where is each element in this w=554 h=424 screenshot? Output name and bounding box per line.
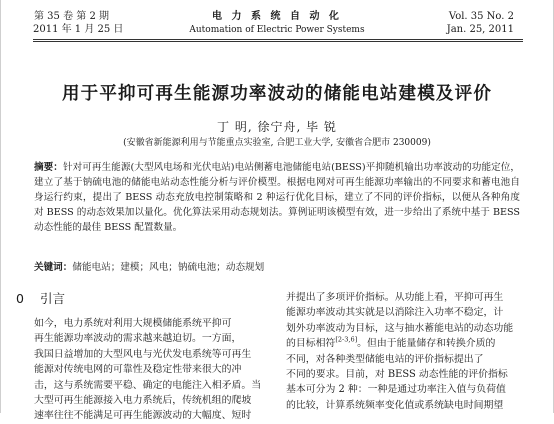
- text-line: 如今，电力系统对利用大规模储能系统平抑可: [34, 318, 232, 329]
- author-affiliation: (安徽省新能源利用与节能重点实验室, 合肥工业大学, 安徽省合肥市 230009): [123, 138, 431, 148]
- keywords-text: 储能电站；建模；风电；钠硫电池；动态规划: [72, 262, 265, 273]
- text-line: 再生能源功率波动的需求越来越迫切。一方面，: [34, 333, 242, 345]
- text-line: 划外功率波动为目标，这与抽水蓄能电站的动态功能: [286, 322, 514, 334]
- section-number: 0: [16, 291, 24, 306]
- text-line: 不同的要求。目前，对 BESS 动态性能的评价指标: [286, 368, 508, 380]
- text-line: 速率往往不能满足可再生能源波动的大幅度、短时: [34, 410, 252, 422]
- abstract-label: 摘要：: [34, 162, 63, 173]
- journal-title-en: Automation of Electric Power Systems: [189, 25, 365, 35]
- text-fragment: 的目标相符: [286, 338, 336, 350]
- abstract: [34, 160, 520, 235]
- text-line: 击，这与系统需要平稳、确定的电能注入相矛盾。当: [34, 379, 262, 391]
- abstract-text: 针对可再生能源(大型风电场和光伏电站)电站侧蓄电池储能电站(BESS)平抑随机输出功率波动的功能定位，建立了基于钠硫电池的储能电站动态性能分析与评价模型。根据电网对可再生能源功率输出的不同要求和蓄电池自身运行约束，提出了 BESS 动态充放电控制策略和 2 种运行优化目标，建立了不同的评价指标，以便从各种角度对 BESS 的动态效果加以量化。优化算法采用动态规划法。算例证明该模型有效，进一步给出了系统中基于 BESS 动态性能的最佳 BESS 配置数量。: [34, 162, 521, 233]
- text-line: 大型可再生能源接入电力系统后，传统机组的爬坡: [34, 394, 252, 406]
- header-rule: [33, 39, 523, 42]
- keywords: [34, 260, 520, 275]
- text-line: 能源功率波动其实就是以消除注入功率不稳定，计: [286, 307, 504, 319]
- body-column-left: [34, 316, 270, 424]
- text-line: 我国日益增加的大型风电与光伏发电系统等可再生: [34, 348, 252, 360]
- journal-title-cn: 电 力 系 统 自 动 化: [212, 11, 342, 22]
- text-line: 并提出了多项评价指标。从功能上看，平抑可再生: [286, 292, 504, 303]
- section-heading: [16, 289, 65, 307]
- volume-issue-cn: 第 35 卷 第 2 期: [34, 11, 109, 22]
- citation-ref[interactable]: [2-3,6]: [335, 336, 358, 344]
- text-fragment: 。但由于能量储存和转换介质的: [357, 338, 496, 350]
- section-title: 引言: [40, 291, 66, 306]
- text-line: 基本可分为 2 种：一种是通过功率注入值与负荷值: [286, 384, 506, 396]
- running-header: [0, 4, 554, 42]
- text-line: 的比较，计算系统频率变化值或系统缺电时间期望: [286, 399, 504, 411]
- body-column-right: [286, 290, 521, 413]
- text-line: 不同，对各种类型储能电站的评价指标提出了: [286, 353, 484, 365]
- author-list: 丁 明, 徐宁舟, 毕 锐: [217, 120, 337, 134]
- volume-issue-en: Vol. 35 No. 2: [448, 11, 514, 22]
- issue-date-cn: 2011 年 1 月 25 日: [33, 24, 124, 35]
- text-line: 能源对传统电网的可靠性及稳定性带来很大的冲: [34, 364, 242, 376]
- issue-date-en: Jan. 25, 2011: [446, 24, 514, 35]
- keywords-label: 关键词：: [34, 262, 73, 273]
- paper-title: 用于平抑可再生能源功率波动的储能电站建模及评价: [61, 84, 493, 104]
- text-line: [286, 336, 521, 351]
